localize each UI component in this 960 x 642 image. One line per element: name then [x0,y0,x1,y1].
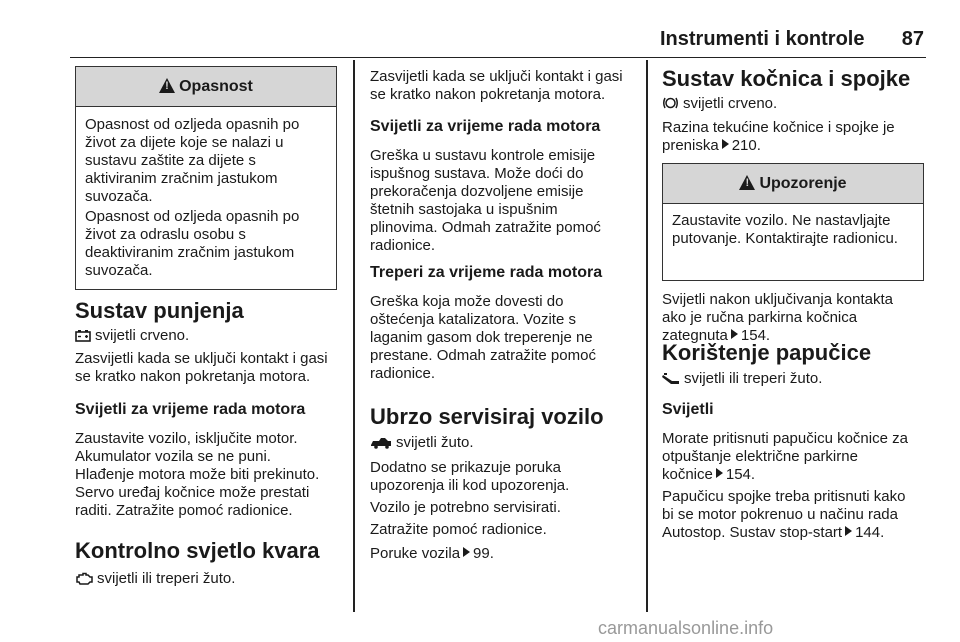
page-number: 87 [901,28,924,50]
pedal-text-1: Morate pritisnuti papučicu kočnice za otpuštanje električne parkirne kočnice 154. [662,430,908,483]
emission-text: Greška u sustavu kontrole emisije ispušnog sustava. Može doći do prekoračenja dozvoljene emisije štetnih sastojaka u ispušnim plinovima. Odmah zatražite pomoć radionice. [370,147,601,254]
page-title: Instrumenti i kontrole [660,28,865,50]
column-divider-1 [353,60,355,612]
column-divider-2 [646,60,648,612]
danger-box-title: Opasnost [179,77,253,95]
warning-triangle-icon [739,175,755,190]
flashing-text: Greška koja može dovesti do oštećenja katalizatora. Vozite s laganim gasom dok treperenje ne prestane. Odmah zatražite pomoć radionice. [370,293,596,382]
flashing-subheading: Treperi za vrijeme rada motora [370,264,603,281]
pedal-ref-1[interactable]: kočnice 154. [662,466,756,483]
brake-text: Razina tekućine kočnice i spojke je preniska 210. [662,119,895,154]
danger-text-1: Opasnost od ozljeda opasnih po život za dijete koje se nalazi u sustavu zaštite za dijete s aktiviranim zračnim jastukom suvozača. [85,116,300,205]
warning-box-title: Upozorenje [759,174,847,192]
emission-subheading: Svijetli za vrijeme rada motora [370,118,601,135]
foot-pedal-icon [662,373,680,385]
pedal-subheading: Svijetli [662,401,714,418]
warning-box-header [663,164,923,204]
warning-triangle-icon [159,78,175,93]
charging-text: Zasvijetli kada se uključi kontakt i gasi se kratko nakon pokretanja motora. [75,350,328,385]
warning-box-text: Zaustavite vozilo. Ne nastavljajte putovanje. Kontaktirajte radionicu. [672,212,898,247]
wrench-car-icon [370,437,392,449]
page-ref-arrow-icon [716,468,723,478]
brake-lamp: svijetli crveno. [662,95,777,113]
page-ref-arrow-icon [845,526,852,536]
brake-ref[interactable]: preniska 210. [662,137,761,154]
engine-icon [75,572,93,585]
pedal-heading: Korištenje papučice [662,340,872,365]
malfunction-lamp: svijetli ili treperi žuto. [75,570,235,588]
brake-after-text: Svijetli nakon uključivanja kontakta ako je ručna parkirna kočnica zategnuta 154. [662,291,893,344]
charging-heading: Sustav punjenja [75,298,244,323]
malfunction-heading: Kontrolno svjetlo kvara [75,538,320,563]
charging-sub-text: Zaustavite vozilo, isključite motor. Akumulator vozila se ne puni. Hlađenje motora može biti prekinuto. Servo uređaj kočnice može prestati raditi. Zatražite pomoć radionice. [75,430,320,519]
brake-after-ref[interactable]: zategnuta 154. [662,327,771,344]
battery-icon [75,329,91,342]
page-header [70,24,926,58]
watermark: carmanualsonline.info [598,618,774,638]
pedal-lamp: svijetli ili treperi žuto. [662,370,822,388]
danger-text-2: Opasnost od ozljeda opasnih po život za odraslu osobu s deaktiviranim zračnim jastukom suvozača. [85,208,300,279]
brake-heading: Sustav kočnica i spojke [662,66,911,91]
brake-icon [662,96,679,110]
col2-top-text: Zasvijetli kada se uključi kontakt i gasi se kratko nakon pokretanja motora. [370,68,623,103]
service-ref[interactable]: Poruke vozila 99. [370,545,494,562]
service-lamp: svijetli žuto. [370,434,474,452]
page-ref-arrow-icon [463,547,470,557]
pedal-text-2: Papučicu spojke treba pritisnuti kako bi se motor pokrenuo u načinu rada Autostop. Sustav stop-start 144. [662,488,906,541]
pedal-ref-2[interactable]: Autostop. Sustav stop-start 144. [662,524,885,541]
charging-subheading: Svijetli za vrijeme rada motora [75,401,306,418]
danger-box-header [76,67,336,107]
page-ref-arrow-icon [722,139,729,149]
page-ref-arrow-icon [731,329,738,339]
service-text: Dodatno se prikazuje poruka upozorenja ili kod upozorenja. Vozilo je potrebno servisirati. Zatražite pomoć radionice. [370,459,570,538]
charging-lamp: svijetli crveno. [75,327,189,345]
service-heading: Ubrzo servisiraj vozilo [370,404,604,429]
